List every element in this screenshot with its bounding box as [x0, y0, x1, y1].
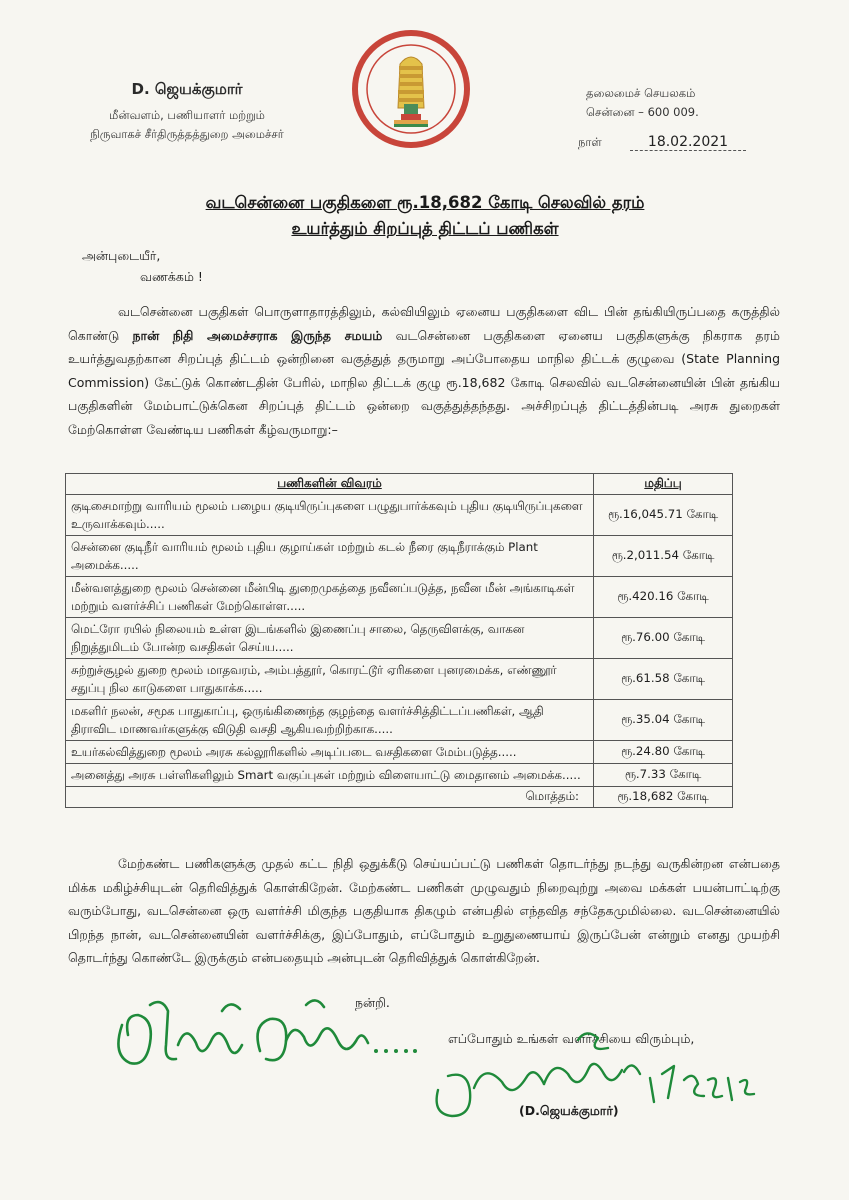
table-row	[66, 618, 733, 659]
closing-line: எப்போதும் உங்கள் வளர்ச்சியை விரும்பும்,	[448, 1031, 695, 1046]
office-address	[586, 84, 776, 122]
minister-role-line2: நிருவாகச் சீர்திருத்தத்துறை அமைச்சர்	[90, 127, 284, 141]
row-amount: ரூ.76.00 கோடி	[594, 618, 733, 659]
table-header-desc: பணிகளின் விவரம்	[66, 474, 594, 495]
office-city: சென்னை – 600 009.	[586, 105, 699, 119]
table-total-row	[66, 787, 733, 808]
letter-title-line1: வடசென்னை பகுதிகளை ரூ.18,682 கோடி செலவில் தரம்	[205, 193, 645, 212]
date-label: நாள்	[578, 135, 602, 149]
closing-paragraph: மேற்கண்ட பணிகளுக்கு முதல் கட்ட நிதி ஒதுக்கீடு செய்யப்பட்டு பணிகள் தொடர்ந்து நடந்து வருகின்றன என்பதை மிக்க மகிழ்ச்சியுடன் தெரிவித்துக் கொள்கிறேன். மேற்கண்ட பணிகள் முழுவதும் நிறைவுற்று அவை மக்கள் பயன்பாட்டிற்கு வரும்போது, வடசென்னை ஒரு வளர்ச்சி மிகுந்த பகுதியாக திகழும் என்பதில் எந்தவித சந்தேகமுமில்லை. வடசென்னையில் பிறந்த நான், வடசென்னையின் வளர்ச்சிக்கு, இப்போதும், எப்போதும் உறுதுணையாய் இருப்பேன் என்றும் எனது முயற்சி தொடர்ந்து கொண்டே இருக்கும் என்பதையும் அன்புடன் தெரிவித்துக் கொள்கிறேன்.	[68, 856, 780, 965]
table-row	[66, 741, 733, 764]
salutation: அன்புடையீர்,	[82, 248, 161, 263]
minister-role-line1: மீன்வளம், பணியாளர் மற்றும்	[109, 108, 265, 122]
handwritten-note-icon	[110, 985, 420, 1085]
greeting: வணக்கம் !	[140, 269, 203, 284]
minister-name: D. ஜெயக்குமார்	[131, 80, 243, 98]
row-desc: உயர்கல்வித்துறை மூலம் அரசு கல்லூரிகளில் அடிப்படை வசதிகளை மேம்படுத்த.....	[66, 741, 594, 764]
intro-text-bold: நான் நிதி அமைச்சராக இருந்த சமயம்	[132, 327, 383, 343]
table-row	[66, 764, 733, 787]
state-emblem-icon	[352, 30, 470, 148]
table-header-amount: மதிப்பு	[594, 474, 733, 495]
row-desc: அனைத்து அரசு பள்ளிகளிலும் Smart வகுப்புகள் மற்றும் விளையாட்டு மைதானம் அமைக்க.....	[66, 764, 594, 787]
row-amount: ரூ.420.16 கோடி	[594, 577, 733, 618]
total-value: ரூ.18,682 கோடி	[594, 787, 733, 808]
row-amount: ரூ.61.58 கோடி	[594, 659, 733, 700]
thanks-text: நன்றி.	[355, 995, 390, 1010]
letter-title-line2: உயர்த்தும் சிறப்புத் திட்டப் பணிகள்	[291, 219, 559, 238]
table-row	[66, 659, 733, 700]
intro-paragraph	[68, 300, 780, 441]
intro-text-e: கோடி செலவில் வடசென்னையின் பின் தங்கிய பகுதிகளின் மேம்பாட்டுக்கென சிறப்புத் திட்டம் ஒன்றை வகுத்துத்தந்தது. அச்சிறப்புத் திட்டத்தின்படி அரசு துறைகள் மேற்கொள்ள வேண்டிய பணிகள் கீழ்வருமாறு:–	[68, 374, 780, 437]
table-row	[66, 495, 733, 536]
row-amount: ரூ.2,011.54 கோடி	[594, 536, 733, 577]
minister-block	[62, 80, 312, 144]
row-amount: ரூ.16,045.71 கோடி	[594, 495, 733, 536]
row-amount: ரூ.7.33 கோடி	[594, 764, 733, 787]
table-row	[66, 536, 733, 577]
works-table	[65, 473, 733, 808]
row-desc: குடிசைமாற்று வாரியம் மூலம் பழைய குடியிருப்புகளை பழுதுபார்க்கவும் புதிய குடியிருப்புகளை உருவாக்கவும்.....	[66, 495, 594, 536]
row-desc: சுற்றுச்சூழல் துறை மூலம் மாதவரம், அம்பத்தூர், கொரட்டூர் ஏரிகளை புனரமைக்க, எண்ணூர் சதுப்பு நில காடுகளை பாதுகாக்க.....	[66, 659, 594, 700]
total-label: மொத்தம்:	[66, 787, 594, 808]
date-row	[578, 134, 758, 151]
table-row	[66, 577, 733, 618]
row-amount: ரூ.35.04 கோடி	[594, 700, 733, 741]
date-value: 18.02.2021	[630, 134, 746, 151]
intro-text-a: வடசென்னை பகுதிகள் பொருளாதாரத்திலும், கல்வியிலும் ஏனைய பகுதிகளை விட பின் தங்கியிருப்பதை கருத்தில் கொண்டு	[68, 304, 780, 343]
row-desc: மெட்ரோ ரயில் நிலையம் உள்ள இடங்களில் இணைப்பு சாலை, தெருவிளக்கு, வாகன நிறுத்துமிடம் போன்ற வசதிகள் செய்ய.....	[66, 618, 594, 659]
table-row	[66, 700, 733, 741]
signer-name: (D.ஜெயக்குமார்)	[519, 1103, 619, 1118]
intro-text-amount: ரூ.18,682	[445, 374, 506, 390]
intro-text-c: வடசென்னை பகுதிகளை ஏனைய பகுதிகளுக்கு நிகராக தரம் உயர்த்துவதற்கான சிறப்புத் திட்டம் ஒன்றினை வகுத்துத் தருமாறு அப்போதைய மாநில திட்டக் குழுவை (State Planning Commission) கேட்டுக் கொண்டதின் பேரில், மாநில திட்டக் குழு	[68, 327, 780, 390]
row-desc: மீன்வளத்துறை மூலம் சென்னை மீன்பிடி துறைமுகத்தை நவீனப்படுத்த, நவீன மீன் அங்காடிகள் மற்றும் வளர்ச்சிப் பணிகள் மேற்கொள்ள.....	[66, 577, 594, 618]
row-desc: மகளிர் நலன், சமூக பாதுகாப்பு, ஒருங்கிணைந்த குழந்தை வளர்ச்சித்திட்டப்பணிகள், ஆதி திராவிட மாணவர்களுக்கு விடுதி வசதி ஆகியவற்றிற்காக.....	[66, 700, 594, 741]
table-header-row	[66, 474, 733, 495]
row-desc: சென்னை குடிநீர் வாரியம் மூலம் புதிய குழாய்கள் மற்றும் கடல் நீரை குடிநீராக்கும் Plant அமைக்க.....	[66, 536, 594, 577]
minister-role	[62, 106, 312, 144]
office-name: தலைமைச் செயலகம்	[586, 86, 696, 100]
row-amount: ரூ.24.80 கோடி	[594, 741, 733, 764]
